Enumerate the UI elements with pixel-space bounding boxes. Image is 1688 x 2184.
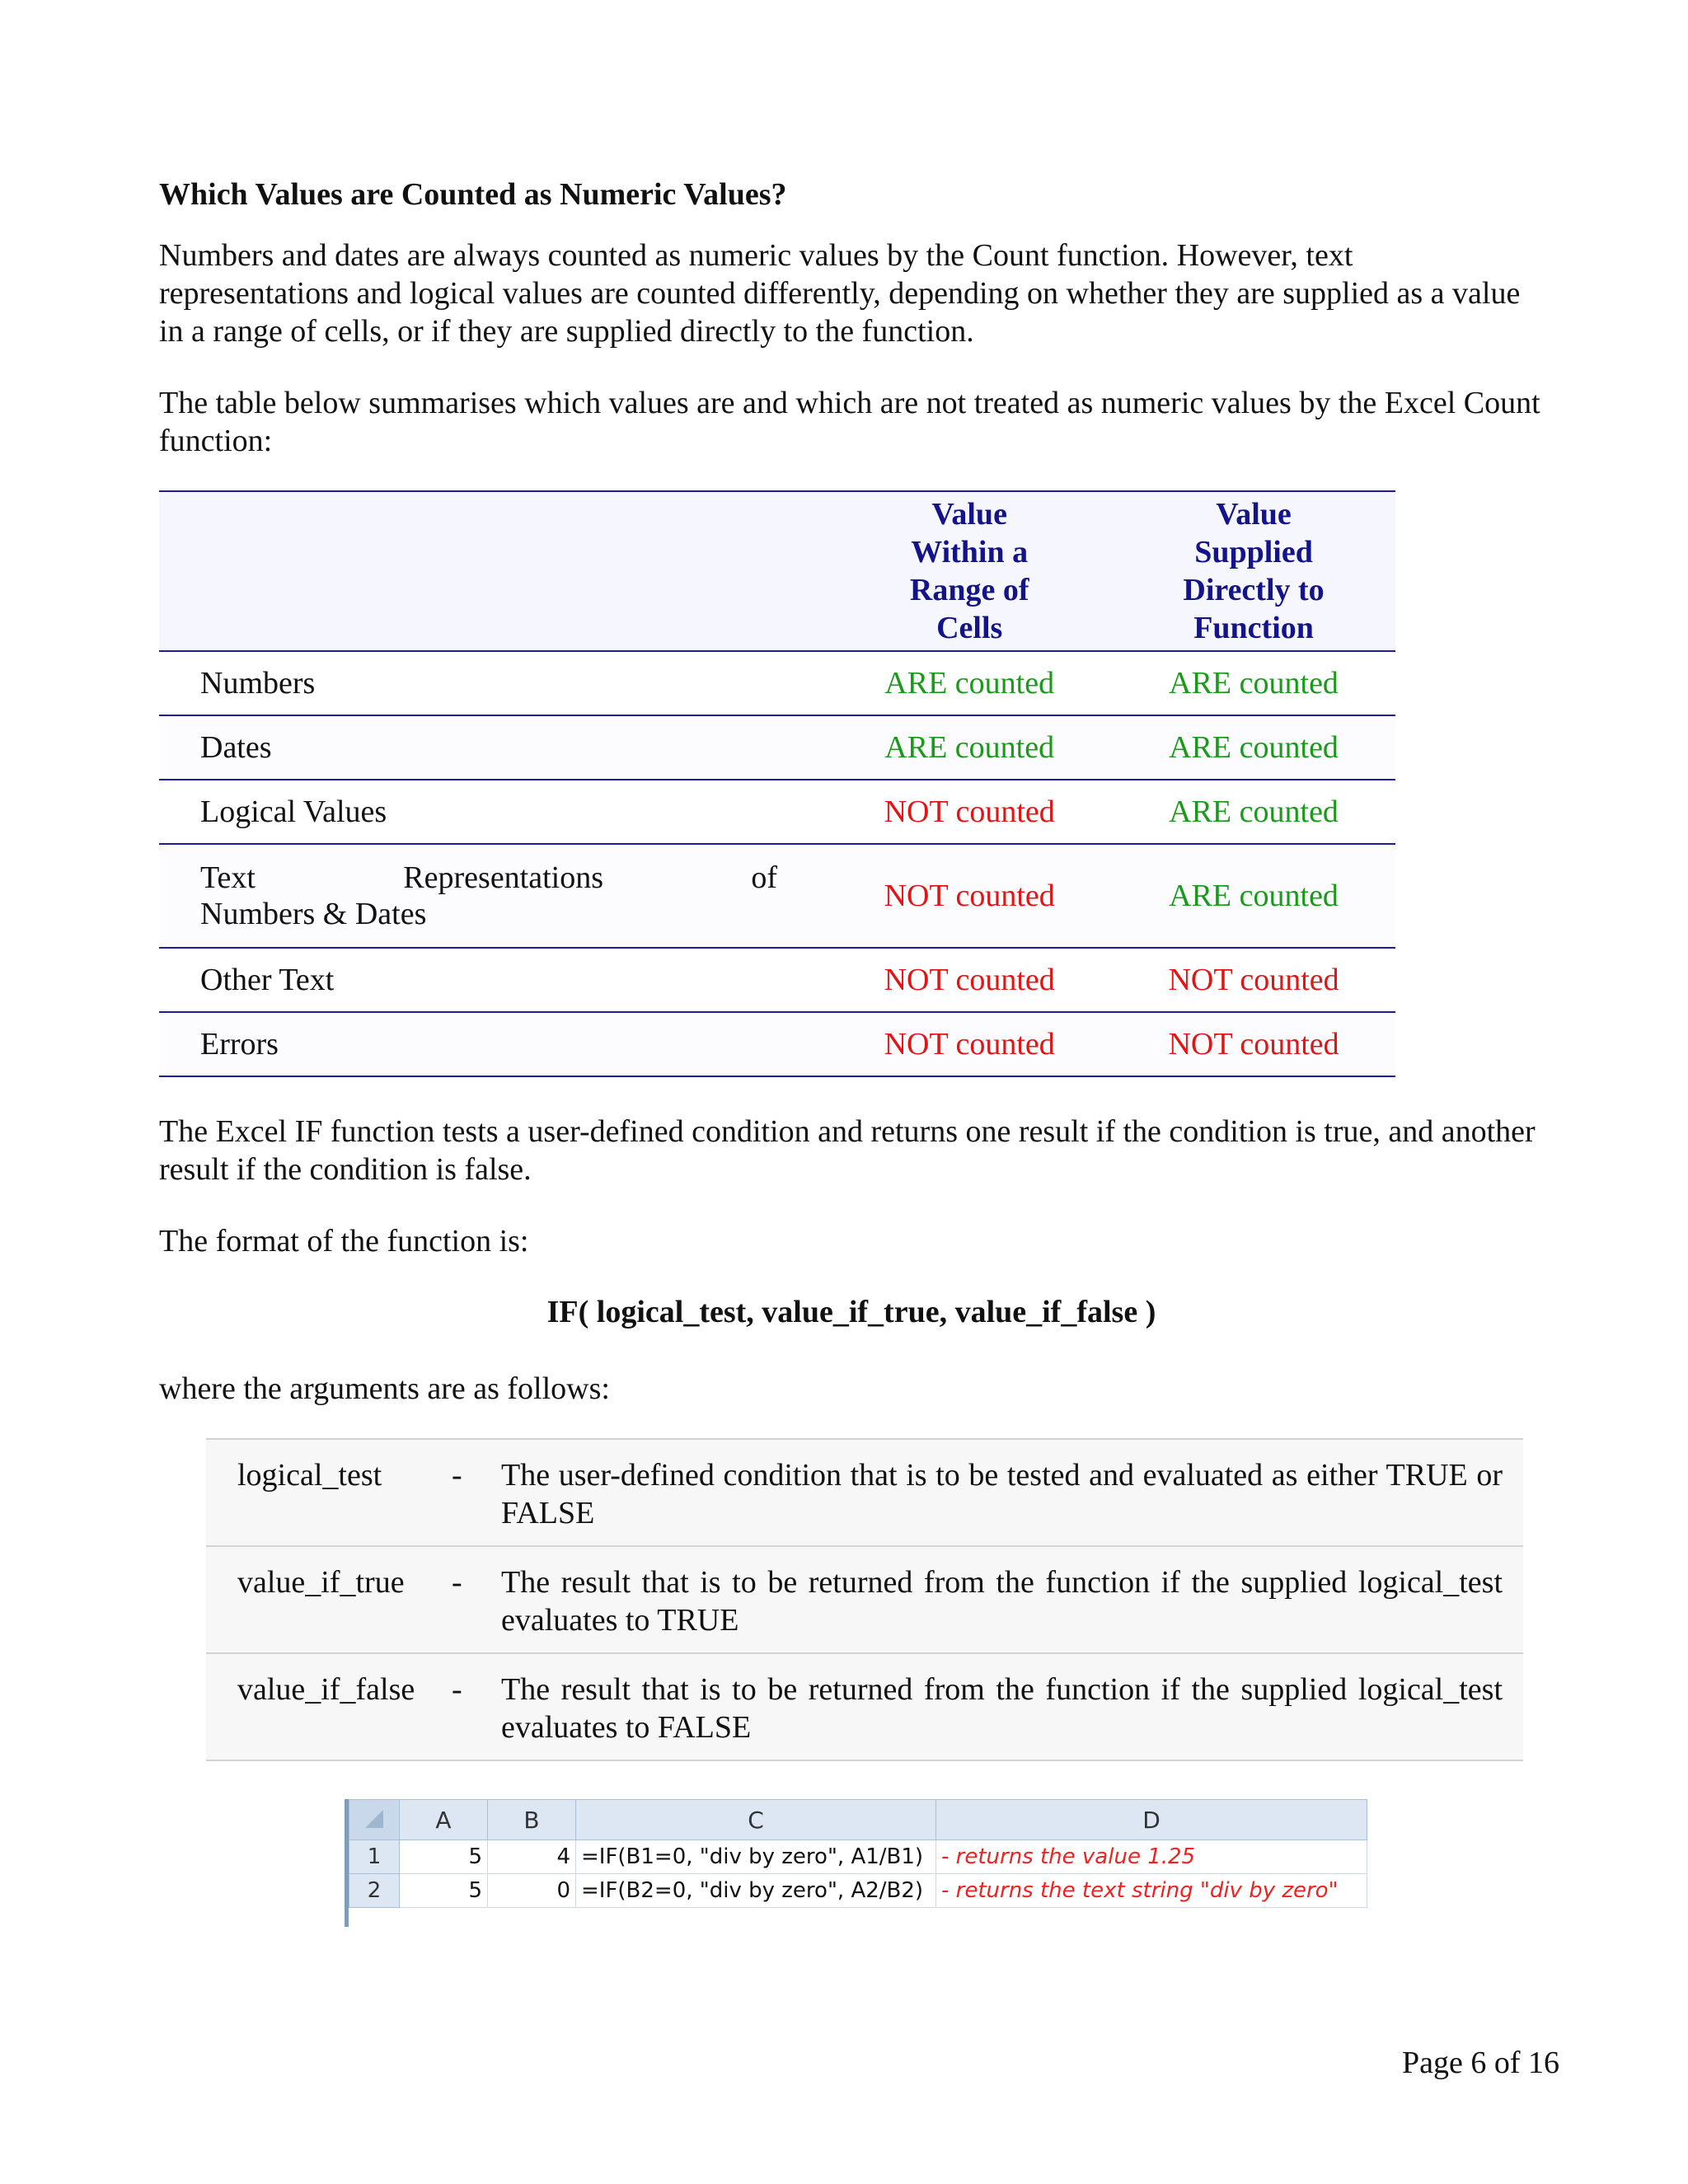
cell-d1[interactable]: - returns the value 1.25 [936,1840,1367,1874]
table-header-row [159,491,1395,651]
range-status: NOT counted [827,948,1112,1012]
argument-dash: - [452,1439,501,1546]
argument-name: logical_test [206,1439,452,1546]
row-label-line1 [200,860,777,896]
direct-status: NOT counted [1112,1012,1395,1076]
range-status: NOT counted [827,1012,1112,1076]
header-range: Value Within a Range of Cells [827,491,1112,651]
label-word: of [751,860,777,895]
format-intro-paragraph: The format of the function is: [159,1224,529,1258]
direct-status: ARE counted [1112,651,1395,715]
count-values-table [159,490,1395,1077]
section-heading: Which Values are Counted as Numeric Values? [159,177,787,212]
header-blank [159,491,827,651]
sheet-row [349,1840,1367,1874]
label-word: Text [200,860,256,895]
range-status: ARE counted [827,715,1112,780]
column-header-row [349,1800,1367,1840]
table-row [159,780,1395,844]
row-label: Other Text [159,948,827,1012]
argument-row [206,1439,1523,1546]
cell-a1[interactable]: 5 [400,1840,488,1874]
range-status: ARE counted [827,651,1112,715]
column-header-d[interactable]: D [936,1800,1367,1840]
arguments-intro-paragraph: where the arguments are as follows: [159,1371,610,1406]
argument-name: value_if_false [206,1653,452,1760]
argument-row [206,1653,1523,1760]
column-header-b[interactable]: B [488,1800,576,1840]
direct-status: NOT counted [1112,948,1395,1012]
row-label: Dates [159,715,827,780]
cell-a2[interactable]: 5 [400,1874,488,1908]
argument-dash: - [452,1653,501,1760]
argument-description: The result that is to be returned from the function if the supplied logical_test evaluates to FALSE [501,1653,1523,1760]
argument-description: The user-defined condition that is to be tested and evaluated as either TRUE or FALSE [501,1439,1523,1546]
sheet-row [349,1874,1367,1908]
row-label-line2: Numbers & Dates [200,897,427,931]
header-direct: Value Supplied Directly to Function [1112,491,1395,651]
spreadsheet-example [345,1799,1381,1927]
direct-status: ARE counted [1112,715,1395,780]
cell-c1[interactable]: =IF(B1=0, "div by zero", A1/B1) [576,1840,936,1874]
intro-paragraph: Numbers and dates are always counted as numeric values by the Count function. However, text representations and logical values are counted differently, depending on whether they are supplied as a value in a range of cells, or if they are supplied directly to the function. [159,238,1521,349]
table-row [159,715,1395,780]
column-header-c[interactable]: C [576,1800,936,1840]
argument-dash: - [452,1546,501,1653]
row-label: Logical Values [159,780,827,844]
row-label: Numbers [159,651,827,715]
row-header[interactable]: 2 [349,1874,400,1908]
column-header-a[interactable]: A [400,1800,488,1840]
range-status: NOT counted [827,844,1112,948]
function-syntax: IF( logical_test, value_if_true, value_if_false ) [546,1295,1156,1329]
cell-c2[interactable]: =IF(B2=0, "div by zero", A2/B2) [576,1874,936,1908]
direct-status: ARE counted [1112,844,1395,948]
corner-triangle-icon [365,1810,383,1828]
table-row [159,844,1395,948]
select-all-corner[interactable] [349,1800,400,1840]
row-label [159,844,827,948]
table-row [159,651,1395,715]
argument-row [206,1546,1523,1653]
label-word: Representations [403,860,604,895]
page-number: Page 6 of 16 [1402,2046,1560,2080]
cell-d2[interactable]: - returns the text string "div by zero" [936,1874,1367,1908]
argument-description: The result that is to be returned from the function if the supplied logical_test evaluates to TRUE [501,1546,1523,1653]
table-row [159,1012,1395,1076]
direct-status: ARE counted [1112,780,1395,844]
spreadsheet-grid [349,1799,1367,1908]
if-description-paragraph: The Excel IF function tests a user-defined condition and returns one result if the condition is true, and another result if the condition is false. [159,1114,1536,1187]
argument-name: value_if_true [206,1546,452,1653]
arguments-table [206,1438,1523,1761]
row-header[interactable]: 1 [349,1840,400,1874]
table-intro-paragraph: The table below summarises which values are and which are not treated as numeric values by the Excel Count function: [159,386,1540,458]
cell-b2[interactable]: 0 [488,1874,576,1908]
table-row [159,948,1395,1012]
cell-b1[interactable]: 4 [488,1840,576,1874]
range-status: NOT counted [827,780,1112,844]
row-label: Errors [159,1012,827,1076]
